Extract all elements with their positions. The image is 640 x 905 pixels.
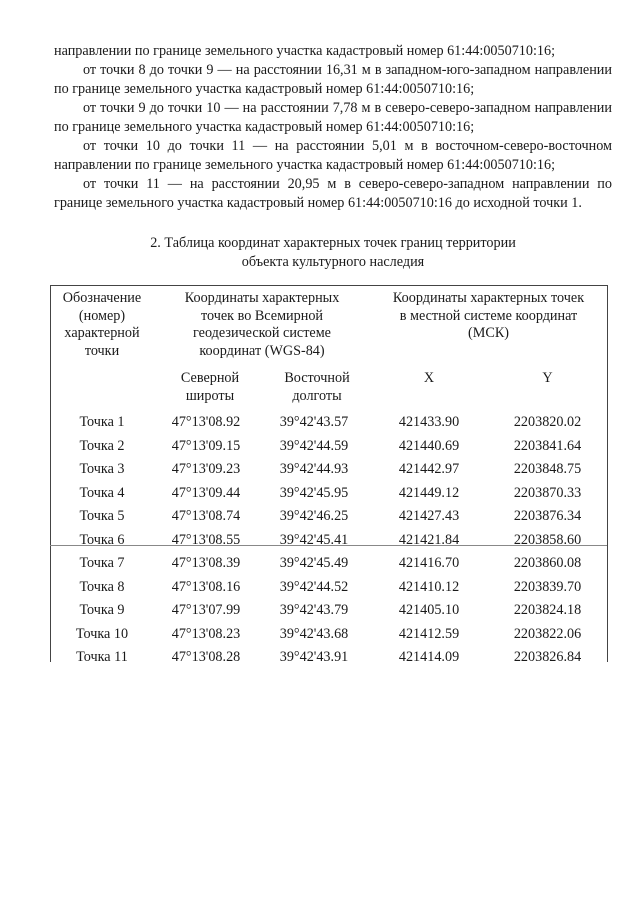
table-row [50, 411, 607, 435]
cell-x: 421442.97 [398, 461, 460, 477]
table-title [54, 234, 612, 272]
cell-longitude: 39°42'43.68 [279, 625, 349, 642]
paragraph-point-9-10: от точки 9 до точки 10 — на расстоянии 7,78 м в северо-северо-западном направлении по границе земельного участка кадастровый номер 61:44:0050710:16; [54, 100, 612, 135]
cell-point: Точка 9 [79, 602, 125, 618]
cell-y: 2203876.34 [513, 508, 582, 524]
cell-y: 2203826.84 [513, 649, 582, 665]
cell-longitude: 39°42'45.95 [279, 484, 349, 501]
header-point-designation: Обозначение (номер) характерной точки [62, 290, 142, 359]
paragraph-point-10-11: от точки 10 до точки 11 — на расстоянии 5,01 м в восточном-северо-восточном направлении по границе земельного участка кадастровый номер 61:44:0050710:16; [54, 138, 612, 173]
cell-y: 2203841.64 [513, 437, 582, 454]
cell-x: 421410.12 [398, 578, 460, 595]
cell-longitude: 39°42'45.41 [279, 531, 349, 548]
subheader-north-latitude: Северной широты [180, 370, 240, 404]
cell-x: 421412.59 [398, 625, 460, 642]
cell-latitude: 47°13'08.92 [171, 414, 241, 430]
cell-y: 2203820.02 [513, 414, 582, 430]
table-subheader-row [50, 370, 607, 411]
subheader-east-longitude: Восточной долготы [284, 370, 350, 404]
cell-point: Точка 11 [76, 649, 128, 665]
cell-y: 2203824.18 [513, 602, 582, 618]
cell-x: 421427.43 [398, 508, 460, 524]
cell-y: 2203839.70 [513, 578, 582, 595]
cell-y: 2203870.33 [513, 484, 582, 501]
subheader-empty [50, 370, 154, 411]
header-wgs84-coordinates: Координаты характерных точек во Всемирной геодезической системе координат (WGS-84) [184, 290, 340, 359]
coordinates-table [50, 285, 607, 670]
paragraph-point-11-1: от точки 11 — на расстоянии 20,95 м в северо-северо-западном направлении по границе земельного участка кадастровый номер 61:44:0050710:16 до исходной точки 1. [54, 176, 612, 211]
cell-point: Точка 1 [79, 414, 125, 430]
cell-y: 2203860.08 [513, 555, 582, 571]
table-row [50, 576, 607, 600]
table-row [50, 482, 607, 506]
cell-point: Точка 8 [79, 578, 125, 595]
cell-longitude: 39°42'44.59 [279, 437, 349, 454]
cell-longitude: 39°42'43.91 [279, 649, 349, 665]
cell-point: Точка 10 [75, 625, 129, 642]
cell-x: 421416.70 [398, 555, 460, 571]
cell-point: Точка 6 [79, 531, 125, 548]
table-row [50, 505, 607, 529]
cell-point: Точка 4 [79, 484, 125, 501]
table-row [50, 529, 607, 553]
document-page [54, 42, 612, 272]
cell-longitude: 39°42'44.52 [279, 578, 349, 595]
cell-latitude: 47°13'08.28 [171, 649, 241, 665]
subheader-y: Y [542, 370, 553, 386]
cell-x: 421414.09 [398, 649, 460, 665]
paragraph-continuation: направлении по границе земельного участка кадастровый номер 61:44:0050710:16; [54, 43, 556, 59]
cell-x: 421433.90 [398, 414, 460, 430]
cell-point: Точка 5 [79, 508, 125, 524]
cell-latitude: 47°13'09.44 [171, 484, 241, 501]
cell-longitude: 39°42'44.93 [279, 461, 349, 477]
cell-latitude: 47°13'09.23 [171, 461, 241, 477]
cell-x: 421449.12 [398, 484, 460, 501]
cell-y: 2203822.06 [513, 625, 582, 642]
table-title-line-2: объекта культурного наследия [241, 254, 425, 270]
cell-latitude: 47°13'08.55 [171, 531, 241, 548]
cell-latitude: 47°13'08.16 [171, 578, 241, 595]
cell-latitude: 47°13'08.74 [171, 508, 241, 524]
table-header-row [50, 285, 607, 370]
cell-longitude: 39°42'43.79 [279, 602, 349, 618]
cell-latitude: 47°13'07.99 [171, 602, 241, 618]
cell-latitude: 47°13'08.23 [171, 625, 241, 642]
cell-point: Точка 2 [79, 437, 125, 454]
table-row [50, 646, 607, 670]
table-row [50, 623, 607, 647]
table-row [50, 552, 607, 576]
table-body [50, 411, 607, 670]
cell-latitude: 47°13'08.39 [171, 555, 241, 571]
subheader-x: X [423, 370, 435, 386]
paragraph-point-8-9: от точки 8 до точки 9 — на расстоянии 16,31 м в западном-юго-западном направлении по границе земельного участка кадастровый номер 61:44:0050710:16; [54, 62, 612, 97]
cell-latitude: 47°13'09.15 [171, 437, 241, 454]
cell-longitude: 39°42'43.57 [279, 414, 349, 430]
cell-x: 421440.69 [398, 437, 460, 454]
cell-longitude: 39°42'46.25 [279, 508, 349, 524]
table-row [50, 599, 607, 623]
table-title-line-1: 2. Таблица координат характерных точек границ территории [150, 235, 516, 251]
header-msk-coordinates: Координаты характерных точек в местной системе координат (МСК) [392, 290, 585, 341]
table-row [50, 458, 607, 482]
table-row [50, 435, 607, 459]
cell-x: 421421.84 [398, 531, 460, 548]
cell-x: 421405.10 [398, 602, 460, 618]
cell-longitude: 39°42'45.49 [279, 555, 349, 571]
table-border-right [607, 285, 608, 662]
cell-y: 2203858.60 [513, 531, 582, 548]
cell-y: 2203848.75 [513, 461, 582, 477]
cell-point: Точка 7 [79, 555, 125, 571]
cell-point: Точка 3 [79, 461, 125, 477]
